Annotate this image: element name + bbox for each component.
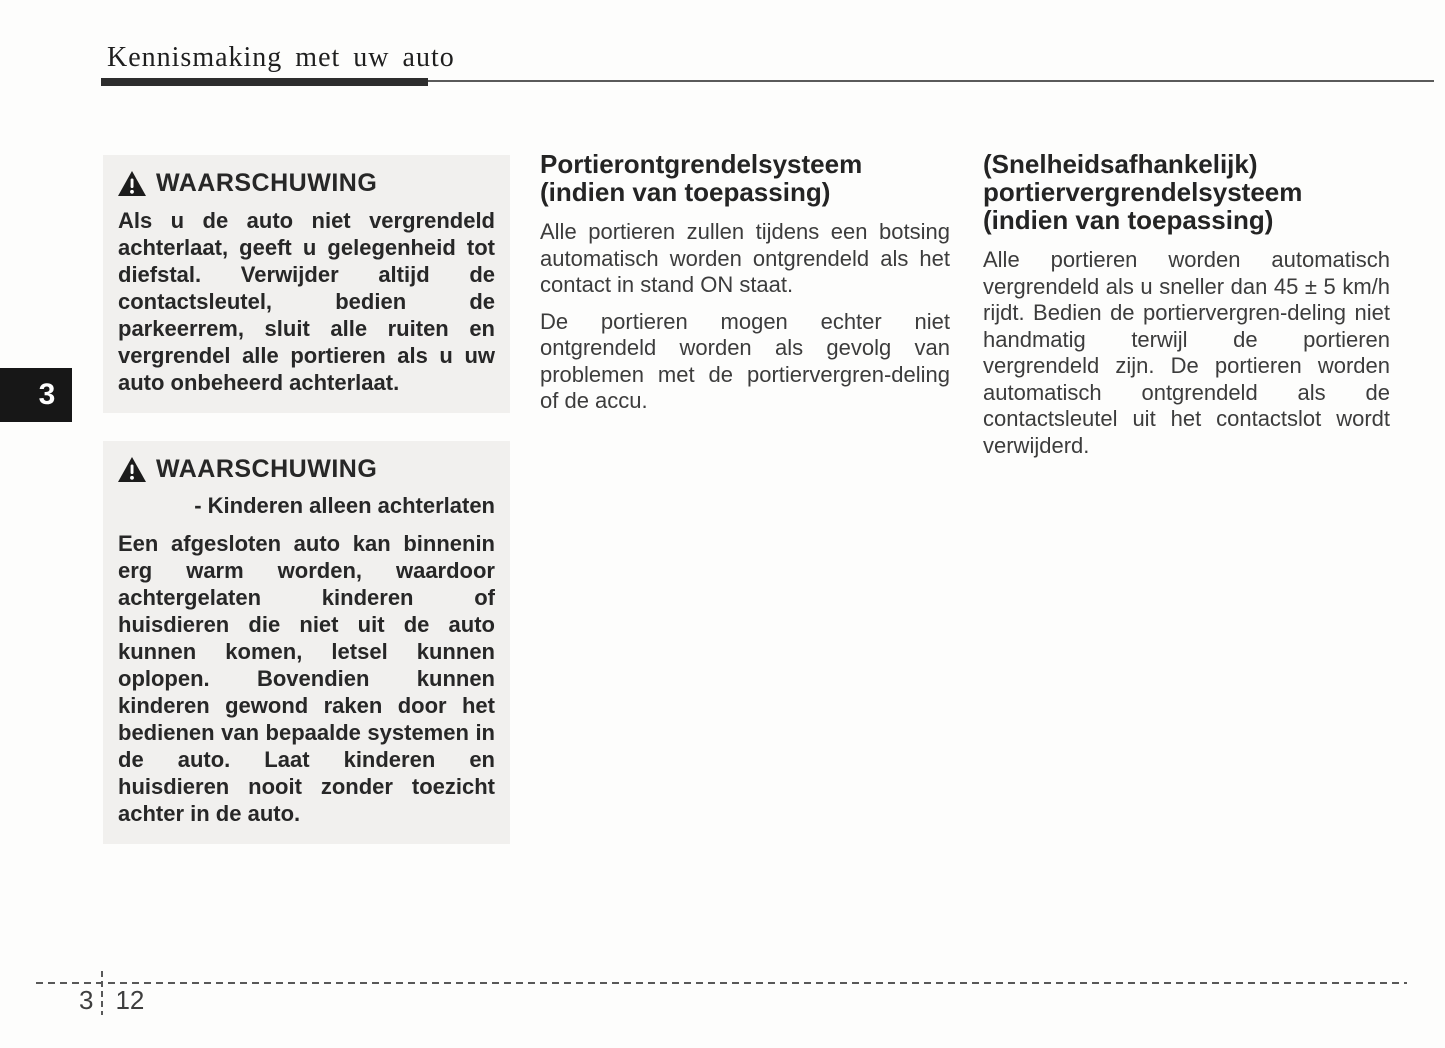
header-rule-thick	[101, 78, 428, 86]
warning-title-row	[118, 169, 495, 198]
warning-box-children	[103, 441, 510, 844]
warning-title-row	[118, 455, 495, 484]
header-rule-thin	[428, 80, 1434, 82]
warning-subtitle: - Kinderen alleen achterlaten	[194, 493, 495, 518]
page-number	[79, 985, 144, 1016]
warning-title: WAARSCHUWING	[156, 169, 378, 197]
warning-body: Als u de auto niet vergrendeld achterlaat, geeft u gelegenheid tot diefstal. Verwijder altijd de contactsleutel, bedien de parkeerrem, sluit alle ruiten en vergrendel alle portieren als u uw auto onbeheerd achterlaat.	[118, 208, 495, 395]
warning-triangle-icon	[118, 457, 146, 482]
section-paragraph: Alle portieren worden automatisch vergrendeld als u sneller dan 45 ± 5 km/h rijdt. Bedien de portiervergren-deling niet handmatig terwijl de portieren vergrendeld zijn. De portieren worden automatisch ontgrendeld als de contactsleutel uit het contactslot wordt verwijderd.	[983, 247, 1390, 458]
warning-title: WAARSCHUWING	[156, 455, 378, 483]
footer-dashed-rule	[36, 982, 1407, 984]
section-heading: Portierontgrendelsysteem (indien van toepassing)	[540, 149, 863, 207]
section-door-unlock	[540, 150, 950, 425]
page-title: Kennismaking met uw auto	[107, 42, 455, 73]
page-in-chapter: 12	[115, 985, 145, 1015]
left-column	[103, 155, 510, 872]
section-heading: (Snelheidsafhankelijk) portiervergrendelsysteem (indien van toepassing)	[983, 149, 1303, 235]
warning-box-theft	[103, 155, 510, 413]
section-paragraph: Alle portieren zullen tijdens een botsing automatisch worden ontgrendeld als het contact in stand ON staat.	[540, 219, 950, 297]
section-speed-lock	[983, 150, 1390, 469]
warning-triangle-icon	[118, 171, 146, 196]
warning-body: Een afgesloten auto kan binnenin erg warm worden, waardoor achtergelaten kinderen of huisdieren die niet uit de auto kunnen komen, letsel kunnen oplopen. Bovendien kunnen kinderen gewond raken door het bedienen van bepaalde systemen in de auto. Laat kinderen en huisdieren nooit zonder toezicht achter in de auto.	[118, 531, 495, 826]
chapter-tab	[0, 368, 72, 422]
chapter-number: 3	[79, 985, 94, 1015]
chapter-tab-number: 3	[38, 378, 56, 411]
section-paragraph: De portieren mogen echter niet ontgrendeld worden als gevolg van problemen met de portiervergren-deling of de accu.	[540, 308, 950, 413]
